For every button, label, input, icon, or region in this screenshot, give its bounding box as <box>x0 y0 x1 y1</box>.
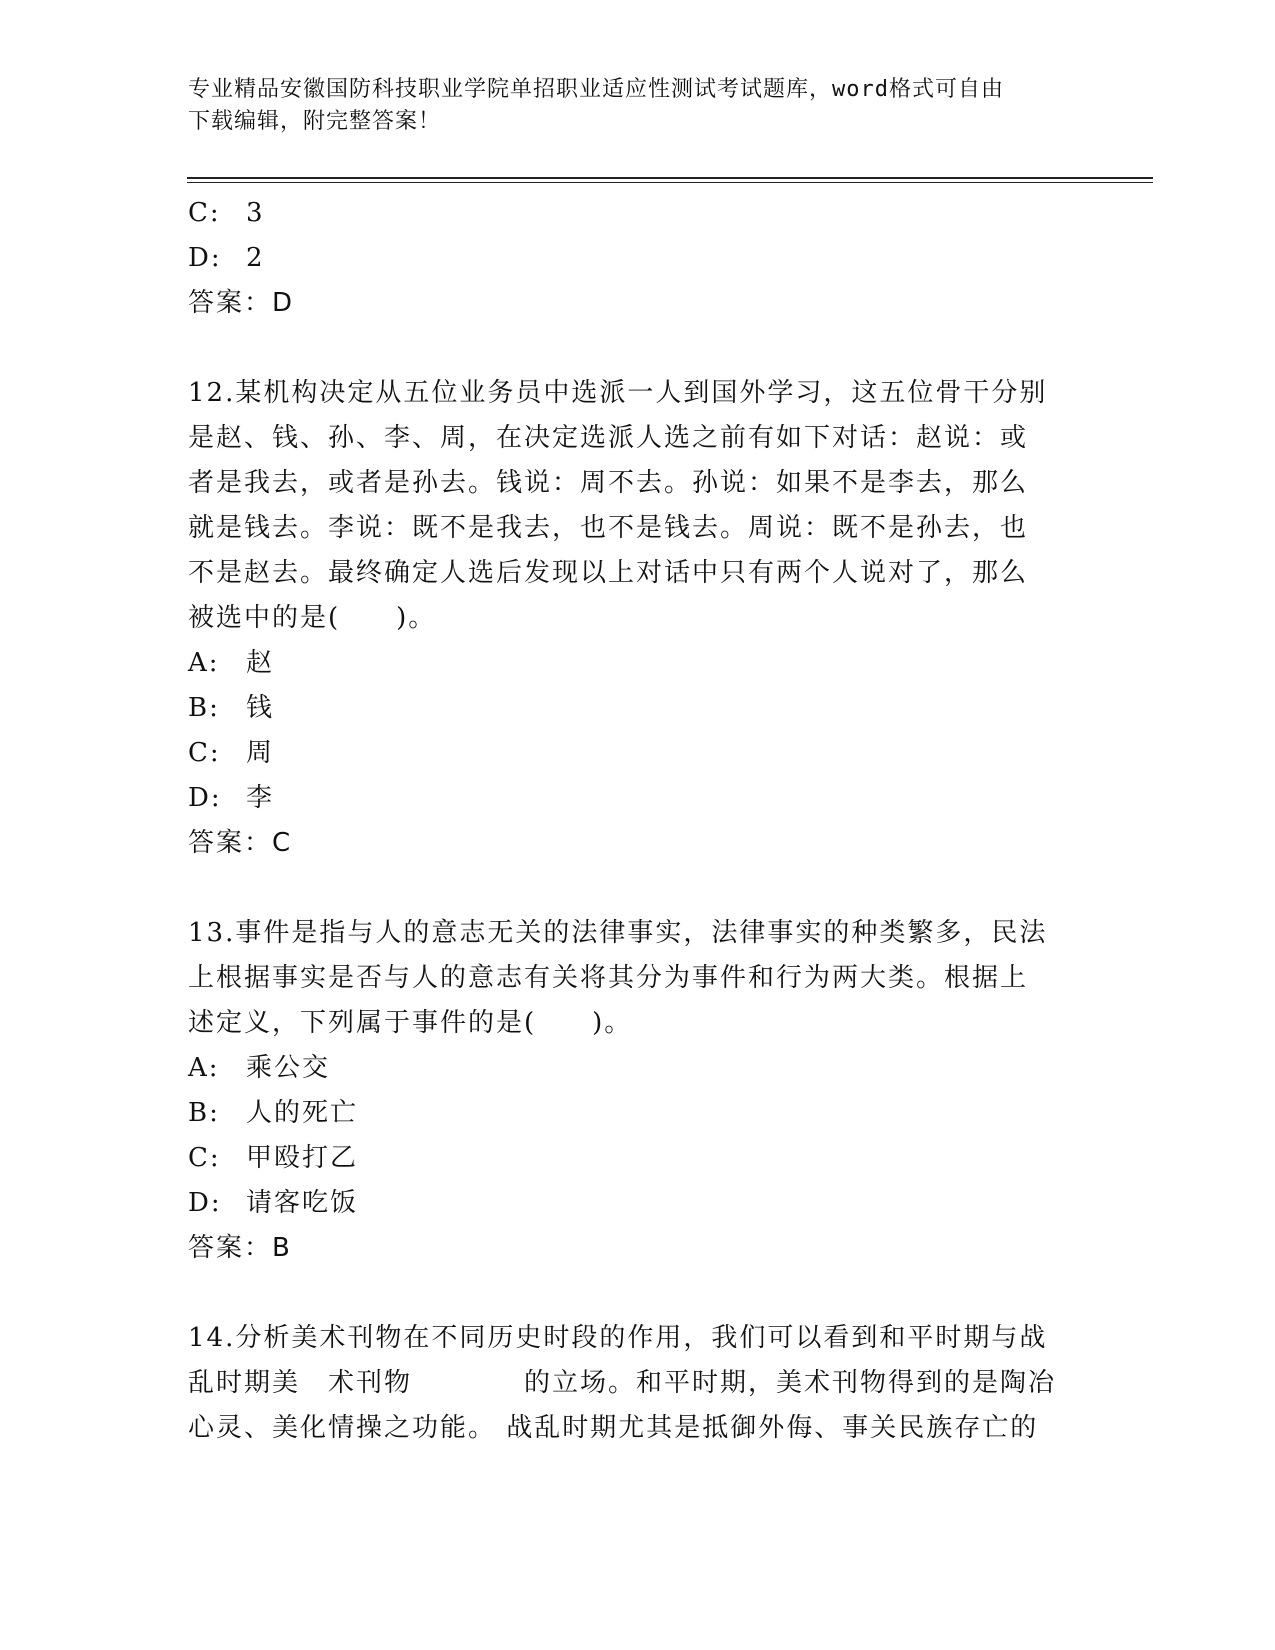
header-line: 专业精品安徽国防科技职业学院单招职业适应性测试考试题库，word格式可自由 <box>188 77 1004 102</box>
option-a <box>188 1046 1068 1091</box>
option-text: 赵 <box>246 648 275 678</box>
option-text: 钱 <box>246 693 275 723</box>
question-content <box>188 191 1068 1451</box>
stem-line: 乱时期美 术刊物 的立场。和平时期，美术刊物得到的是陶冶 <box>188 1368 1057 1398</box>
stem-line: 12.某机构决定从五位业务员中选派一人到国外学习，这五位骨干分别 <box>188 378 1048 408</box>
option-label: C: <box>188 198 221 228</box>
option-text: 李 <box>246 783 275 813</box>
option-label: D: <box>188 783 222 813</box>
question-13 <box>188 911 1068 1271</box>
page-header <box>188 74 1068 138</box>
option-label: C: <box>188 1143 221 1173</box>
answer-line: 答案：C <box>188 828 293 858</box>
stem-line: 就是钱去。李说：既不是我去，也不是钱去。周说：既不是孙去，也 <box>188 513 1029 543</box>
question-14 <box>188 1316 1068 1451</box>
option-text: 请客吃饭 <box>246 1188 359 1218</box>
stem-line: 被选中的是( )。 <box>188 603 437 633</box>
option-label: C: <box>188 738 221 768</box>
question-stem <box>188 911 1068 1046</box>
option-c <box>188 1136 1068 1181</box>
option-c <box>188 191 1068 236</box>
question-12 <box>188 371 1068 866</box>
answer-line: 答案：B <box>188 1233 292 1263</box>
option-label: D: <box>188 243 222 273</box>
stem-line: 述定义，下列属于事件的是( )。 <box>188 1008 633 1038</box>
option-label: D: <box>188 1188 222 1218</box>
option-label: A: <box>188 648 220 678</box>
stem-line: 14.分析美术刊物在不同历史时段的作用，我们可以看到和平时期与战 <box>188 1323 1048 1353</box>
option-text: 2 <box>246 243 265 273</box>
header-divider-thin <box>187 182 1153 183</box>
stem-line: 心灵、美化情操之功能。 战乱时期尤其是抵御外侮、事关民族存亡的 <box>188 1413 1039 1443</box>
option-text: 乘公交 <box>246 1053 331 1083</box>
question-stem <box>188 371 1068 641</box>
option-text: 周 <box>246 738 275 768</box>
option-d <box>188 236 1068 281</box>
question-stem <box>188 1316 1068 1451</box>
header-line: 下载编辑，附完整答案！ <box>188 109 442 134</box>
option-c <box>188 731 1068 776</box>
header-divider <box>187 177 1153 179</box>
stem-line: 上根据事实是否与人的意志有关将其分为事件和行为两大类。根据上 <box>188 963 1029 993</box>
option-label: B: <box>188 1098 220 1128</box>
stem-line: 不是赵去。最终确定人选后发现以上对话中只有两个人说对了，那么 <box>188 558 1029 588</box>
option-d <box>188 1181 1068 1226</box>
option-a <box>188 641 1068 686</box>
option-text: 3 <box>246 198 265 228</box>
answer-line: 答案：D <box>188 288 295 318</box>
prev-question <box>188 191 1068 326</box>
option-label: A: <box>188 1053 220 1083</box>
option-text: 人的死亡 <box>246 1098 359 1128</box>
option-b <box>188 1091 1068 1136</box>
option-label: B: <box>188 693 220 723</box>
stem-line: 13.事件是指与人的意志无关的法律事实，法律事实的种类繁多，民法 <box>188 918 1048 948</box>
stem-line: 者是我去，或者是孙去。钱说：周不去。孙说：如果不是李去，那么 <box>188 468 1029 498</box>
option-b <box>188 686 1068 731</box>
option-text: 甲殴打乙 <box>246 1143 359 1173</box>
stem-line: 是赵、钱、孙、李、周，在决定选派人选之前有如下对话：赵说：或 <box>188 423 1029 453</box>
option-d <box>188 776 1068 821</box>
